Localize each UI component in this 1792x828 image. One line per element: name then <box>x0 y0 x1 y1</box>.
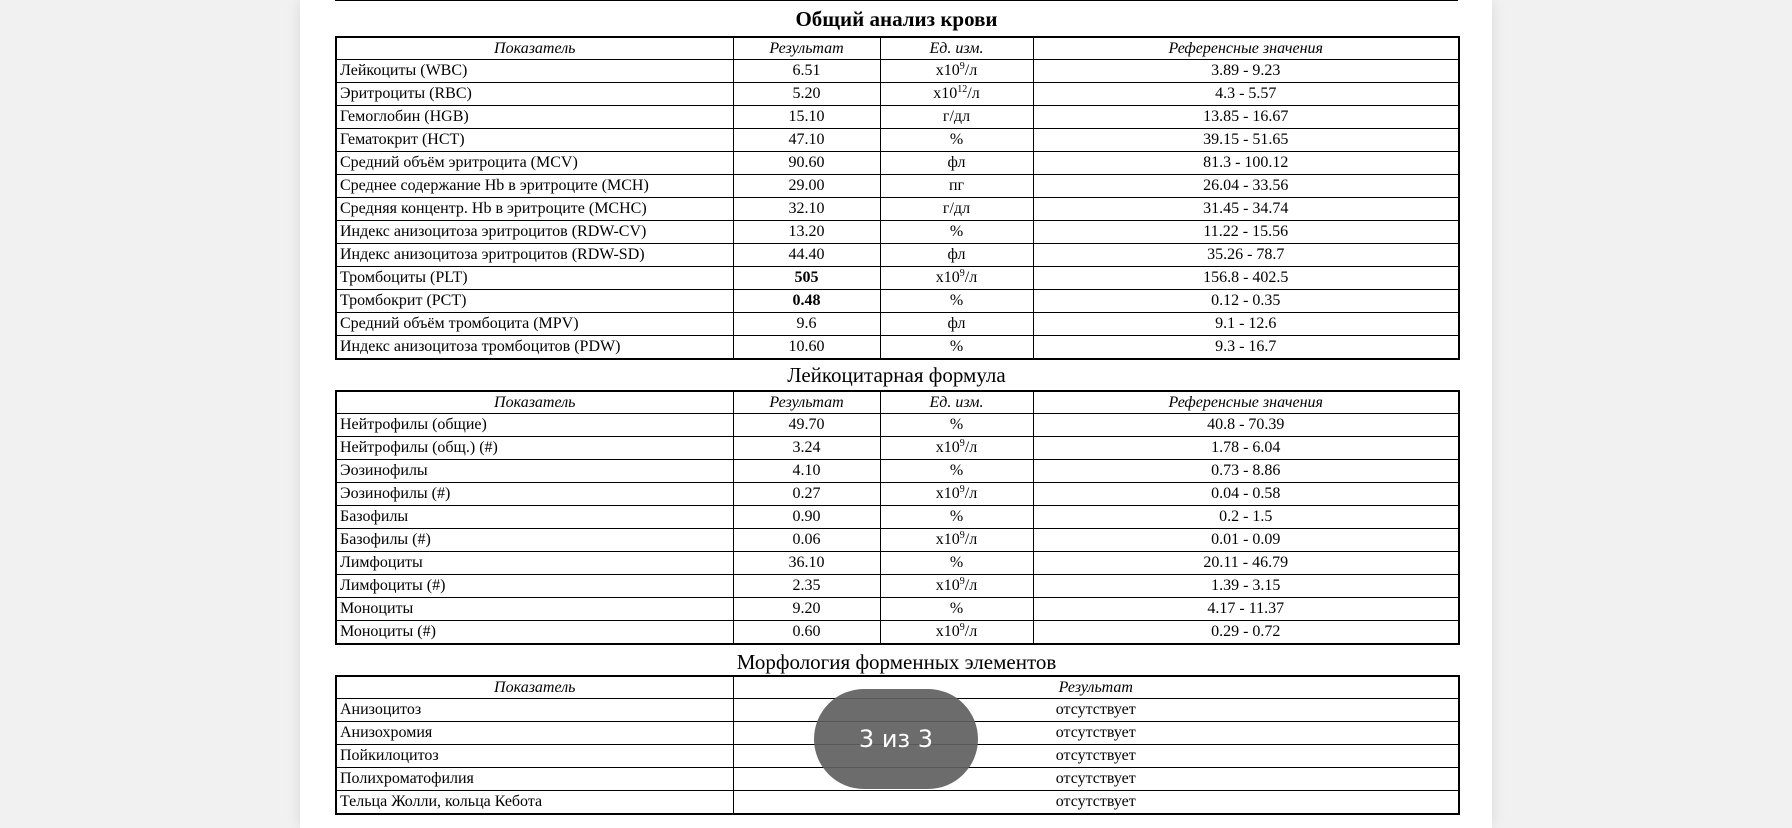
table-row <box>336 175 1459 198</box>
reference-cell: 1.78 - 6.04 <box>1033 437 1459 460</box>
unit-exponent: 9 <box>959 268 965 279</box>
table-row <box>336 460 1459 483</box>
table-row <box>336 336 1459 360</box>
unit-exponent: 9 <box>959 622 965 633</box>
result-cell: отсутствует <box>733 699 1459 722</box>
cbc-rows <box>336 60 1459 360</box>
result-cell: 9.6 <box>733 313 880 336</box>
unit-exponent: 9 <box>959 530 965 541</box>
result-cell: 6.51 <box>733 60 880 83</box>
table-row <box>336 267 1459 290</box>
result-cell: 15.10 <box>733 106 880 129</box>
reference-cell: 11.22 - 15.56 <box>1033 221 1459 244</box>
result-cell: 5.20 <box>733 83 880 106</box>
result-cell: отсутствует <box>733 722 1459 745</box>
result-cell: 47.10 <box>733 129 880 152</box>
result-cell: отсутствует <box>733 768 1459 791</box>
indicator-cell: Лимфоциты <box>336 552 733 575</box>
table-row <box>336 198 1459 221</box>
unit-base: x10 <box>933 85 958 102</box>
header-reference: Референсные значения <box>1033 37 1459 60</box>
cbc-header-row <box>336 37 1459 60</box>
table-row <box>336 129 1459 152</box>
reference-cell: 13.85 - 16.67 <box>1033 106 1459 129</box>
unit-cell: % <box>880 552 1033 575</box>
reference-cell: 31.45 - 34.74 <box>1033 198 1459 221</box>
reference-cell: 26.04 - 33.56 <box>1033 175 1459 198</box>
reference-cell: 156.8 - 402.5 <box>1033 267 1459 290</box>
table-row <box>336 598 1459 621</box>
indicator-cell: Тельца Жолли, кольца Кебота <box>336 791 733 815</box>
unit-tail: /л <box>964 485 978 502</box>
unit-cell <box>880 575 1033 598</box>
result-cell: 3.24 <box>733 437 880 460</box>
unit-cell: фл <box>880 313 1033 336</box>
table-row <box>336 60 1459 83</box>
unit-cell: фл <box>880 244 1033 267</box>
indicator-cell: Моноциты <box>336 598 733 621</box>
result-cell: 0.60 <box>733 621 880 645</box>
diff-header-row <box>336 391 1459 414</box>
result-cell: 36.10 <box>733 552 880 575</box>
reference-cell: 39.15 - 51.65 <box>1033 129 1459 152</box>
table-row <box>336 83 1459 106</box>
reference-cell: 4.17 - 11.37 <box>1033 598 1459 621</box>
header-indicator: Показатель <box>336 37 733 60</box>
result-cell: 9.20 <box>733 598 880 621</box>
unit-cell: пг <box>880 175 1033 198</box>
table-row <box>336 414 1459 437</box>
indicator-cell: Моноциты (#) <box>336 621 733 645</box>
indicator-cell: Средний объём тромбоцита (MPV) <box>336 313 733 336</box>
diff-rows <box>336 414 1459 645</box>
unit-cell <box>880 483 1033 506</box>
result-cell: 0.90 <box>733 506 880 529</box>
indicator-cell: Эозинофилы <box>336 460 733 483</box>
unit-cell <box>880 621 1033 645</box>
header-result: Результат <box>733 37 880 60</box>
header-unit: Ед. изм. <box>880 37 1033 60</box>
reference-cell: 4.3 - 5.57 <box>1033 83 1459 106</box>
result-cell: 0.27 <box>733 483 880 506</box>
result-cell: 32.10 <box>733 198 880 221</box>
result-cell: 0.48 <box>733 290 880 313</box>
unit-cell: % <box>880 221 1033 244</box>
table-row <box>336 791 1459 815</box>
diff-table <box>335 390 1460 645</box>
unit-base: x10 <box>935 531 960 548</box>
unit-cell <box>880 437 1033 460</box>
indicator-cell: Гемоглобин (HGB) <box>336 106 733 129</box>
header-indicator: Показатель <box>336 676 733 699</box>
indicator-cell: Базофилы <box>336 506 733 529</box>
unit-exponent: 12 <box>957 84 968 95</box>
result-cell: 29.00 <box>733 175 880 198</box>
indicator-cell: Пойкилоцитоз <box>336 745 733 768</box>
reference-cell: 3.89 - 9.23 <box>1033 60 1459 83</box>
indicator-cell: Лейкоциты (WBC) <box>336 60 733 83</box>
reference-cell: 0.04 - 0.58 <box>1033 483 1459 506</box>
unit-cell: фл <box>880 152 1033 175</box>
reference-cell: 9.3 - 16.7 <box>1033 336 1459 360</box>
reference-cell: 81.3 - 100.12 <box>1033 152 1459 175</box>
unit-base: x10 <box>935 62 960 79</box>
result-cell: 44.40 <box>733 244 880 267</box>
unit-tail: /л <box>964 269 978 286</box>
unit-tail: /л <box>964 439 978 456</box>
result-cell: 4.10 <box>733 460 880 483</box>
table-row <box>336 621 1459 645</box>
unit-tail: /л <box>964 531 978 548</box>
cbc-title: Общий анализ крови <box>795 7 998 31</box>
result-cell: отсутствует <box>733 791 1459 815</box>
reference-cell: 40.8 - 70.39 <box>1033 414 1459 437</box>
unit-base: x10 <box>935 577 960 594</box>
table-row <box>336 529 1459 552</box>
reference-cell: 1.39 - 3.15 <box>1033 575 1459 598</box>
table-row <box>336 437 1459 460</box>
unit-cell: % <box>880 598 1033 621</box>
unit-base: x10 <box>935 269 960 286</box>
indicator-cell: Базофилы (#) <box>336 529 733 552</box>
indicator-cell: Анизоцитоз <box>336 699 733 722</box>
unit-cell: % <box>880 129 1033 152</box>
indicator-cell: Индекс анизоцитоза тромбоцитов (PDW) <box>336 336 733 360</box>
indicator-cell: Индекс анизоцитоза эритроцитов (RDW-SD) <box>336 244 733 267</box>
unit-exponent: 9 <box>959 61 965 72</box>
result-cell: 0.06 <box>733 529 880 552</box>
result-cell: 10.60 <box>733 336 880 360</box>
unit-cell: г/дл <box>880 198 1033 221</box>
reference-cell: 9.1 - 12.6 <box>1033 313 1459 336</box>
table-row <box>336 244 1459 267</box>
morph-title: Морфология форменных элементов <box>736 650 1057 674</box>
header-result: Результат <box>733 391 880 414</box>
unit-cell: % <box>880 460 1033 483</box>
indicator-cell: Тромбокрит (PCT) <box>336 290 733 313</box>
indicator-cell: Средний объём эритроцита (MCV) <box>336 152 733 175</box>
result-cell: 505 <box>733 267 880 290</box>
indicator-cell: Гематокрит (HCT) <box>336 129 733 152</box>
indicator-cell: Индекс анизоцитоза эритроцитов (RDW-CV) <box>336 221 733 244</box>
header-unit: Ед. изм. <box>880 391 1033 414</box>
indicator-cell: Эозинофилы (#) <box>336 483 733 506</box>
result-cell: 13.20 <box>733 221 880 244</box>
result-cell: отсутствует <box>733 745 1459 768</box>
indicator-cell: Средняя концентр. Hb в эритроците (MCHC) <box>336 198 733 221</box>
result-cell: 90.60 <box>733 152 880 175</box>
reference-cell: 0.01 - 0.09 <box>1033 529 1459 552</box>
table-row <box>336 483 1459 506</box>
header-reference: Референсные значения <box>1033 391 1459 414</box>
unit-base: x10 <box>935 623 960 640</box>
unit-cell: % <box>880 336 1033 360</box>
reference-cell: 0.29 - 0.72 <box>1033 621 1459 645</box>
unit-cell <box>880 60 1033 83</box>
diff-title: Лейкоцитарная формула <box>787 363 1006 387</box>
indicator-cell: Тромбоциты (PLT) <box>336 267 733 290</box>
unit-cell: % <box>880 506 1033 529</box>
unit-base: x10 <box>935 439 960 456</box>
reference-cell: 20.11 - 46.79 <box>1033 552 1459 575</box>
table-row <box>336 552 1459 575</box>
header-result: Результат <box>733 676 1459 699</box>
unit-cell: % <box>880 290 1033 313</box>
indicator-cell: Эритроциты (RBC) <box>336 83 733 106</box>
result-cell: 49.70 <box>733 414 880 437</box>
unit-tail: /л <box>964 577 978 594</box>
indicator-cell: Нейтрофилы (общ.) (#) <box>336 437 733 460</box>
indicator-cell: Среднее содержание Hb в эритроците (MCH) <box>336 175 733 198</box>
unit-cell <box>880 267 1033 290</box>
indicator-cell: Нейтрофилы (общие) <box>336 414 733 437</box>
result-cell: 2.35 <box>733 575 880 598</box>
unit-base: x10 <box>935 485 960 502</box>
table-row <box>336 106 1459 129</box>
unit-tail: /л <box>967 85 980 102</box>
table-row <box>336 313 1459 336</box>
unit-exponent: 9 <box>959 438 965 449</box>
unit-exponent: 9 <box>959 484 965 495</box>
unit-cell <box>880 529 1033 552</box>
reference-cell: 35.26 - 78.7 <box>1033 244 1459 267</box>
unit-tail: /л <box>964 62 978 79</box>
indicator-cell: Лимфоциты (#) <box>336 575 733 598</box>
unit-exponent: 9 <box>959 576 965 587</box>
table-row <box>336 575 1459 598</box>
table-row <box>336 290 1459 313</box>
page-indicator-badge: 3 из 3 <box>814 689 978 789</box>
header-indicator: Показатель <box>336 391 733 414</box>
cbc-table <box>335 36 1460 360</box>
table-row <box>336 221 1459 244</box>
indicator-cell: Анизохромия <box>336 722 733 745</box>
reference-cell: 0.12 - 0.35 <box>1033 290 1459 313</box>
unit-cell: % <box>880 414 1033 437</box>
reference-cell: 0.2 - 1.5 <box>1033 506 1459 529</box>
table-row <box>336 152 1459 175</box>
unit-cell: г/дл <box>880 106 1033 129</box>
indicator-cell: Полихроматофилия <box>336 768 733 791</box>
table-row <box>336 506 1459 529</box>
unit-cell <box>880 83 1033 106</box>
unit-tail: /л <box>964 623 978 640</box>
reference-cell: 0.73 - 8.86 <box>1033 460 1459 483</box>
